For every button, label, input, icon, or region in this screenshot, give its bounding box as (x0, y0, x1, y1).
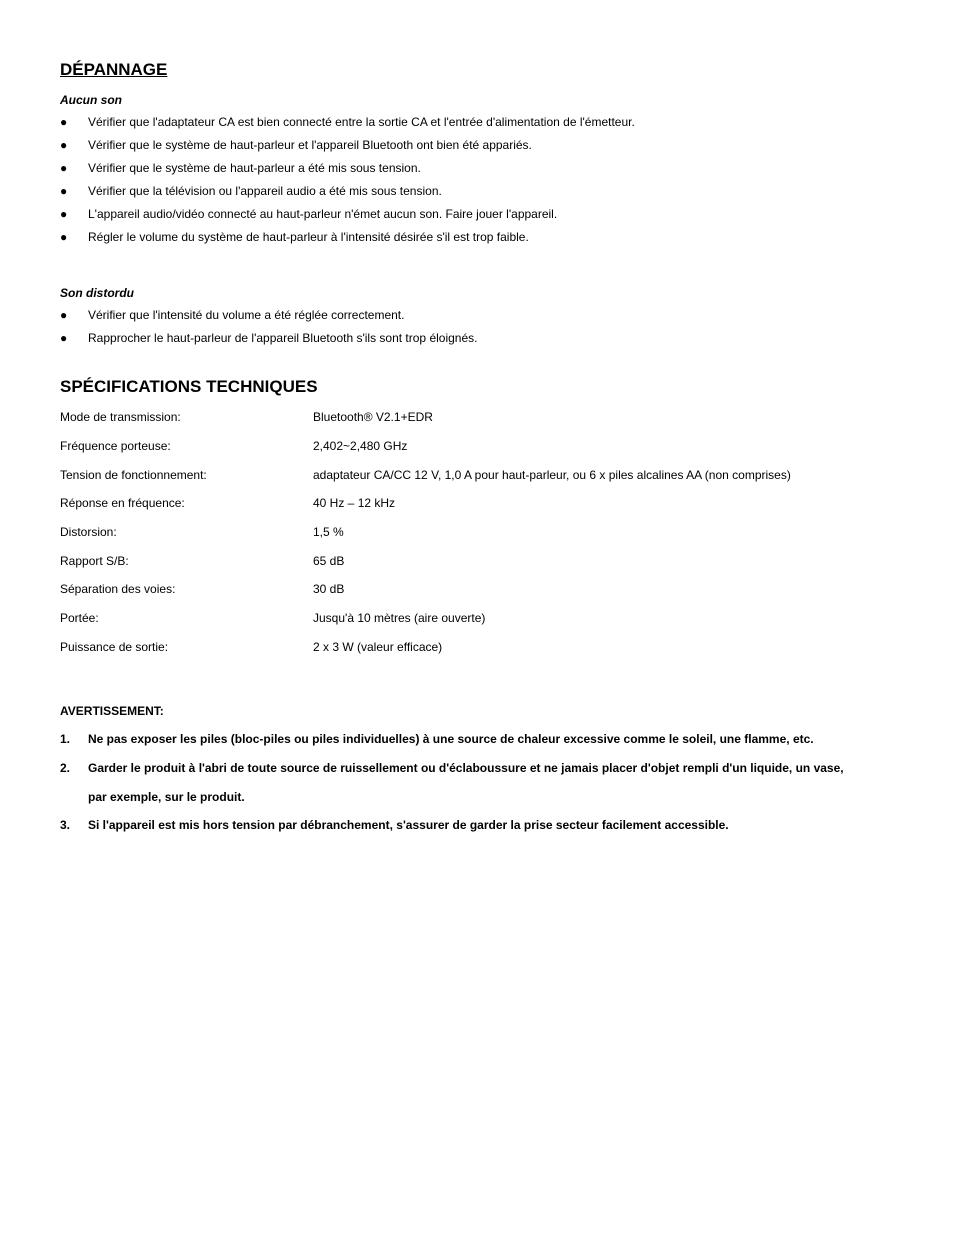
no-sound-item-text: Vérifier que l'adaptateur CA est bien connecté entre la sortie CA et l'entrée d'alimentation de l'émetteur. (88, 115, 635, 129)
distorted-sound-item-text: Rapprocher le haut-parleur de l'appareil Bluetooth s'ils sont trop éloignés. (88, 331, 478, 345)
warning-item-number: 2. (60, 761, 71, 775)
no-sound-item-text: Régler le volume du système de haut-parleur à l'intensité désirée s'il est trop faible. (88, 230, 529, 244)
no-sound-item-text: Vérifier que le système de haut-parleur et l'appareil Bluetooth ont bien été appariés. (88, 138, 532, 152)
warning-title: AVERTISSEMENT: (60, 704, 164, 718)
spec-label: Séparation des voies: (60, 582, 176, 596)
spec-label: Réponse en fréquence: (60, 496, 185, 510)
spec-value: Bluetooth® V2.1+EDR (313, 410, 433, 424)
spec-label: Rapport S/B: (60, 554, 129, 568)
spec-value: 40 Hz – 12 kHz (313, 496, 396, 510)
warning-item-text: Ne pas exposer les piles (bloc-piles ou piles individuelles) à une source de chaleur excessive comme le soleil, une flamme, etc. (88, 732, 814, 746)
distorted-sound-item-text: Vérifier que l'intensité du volume a été réglée correctement. (88, 308, 405, 322)
no-sound-item-text: L'appareil audio/vidéo connecté au haut-parleur n'émet aucun son. Faire jouer l'appareil. (88, 207, 558, 221)
spec-label: Distorsion: (60, 525, 117, 539)
spec-label: Mode de transmission: (60, 410, 181, 424)
specs-title: SPÉCIFICATIONS TECHNIQUES (60, 377, 318, 396)
bullet-dot-icon: ● (60, 308, 68, 322)
spec-label: Puissance de sortie: (60, 640, 169, 654)
bullet-dot-icon: ● (60, 331, 68, 345)
spec-value: 30 dB (313, 582, 345, 596)
warning-item-number: 1. (60, 732, 71, 746)
no-sound-item-text: Vérifier que le système de haut-parleur a été mis sous tension. (88, 161, 421, 175)
warning-item-text: Si l'appareil est mis hors tension par débranchement, s'assurer de garder la prise secteur facilement accessible. (88, 818, 729, 832)
spec-value: 65 dB (313, 554, 345, 568)
spec-label: Portée: (60, 611, 99, 625)
warning-item-text-continued: par exemple, sur le produit. (88, 790, 245, 804)
spec-label: Fréquence porteuse: (60, 439, 171, 453)
no-sound-item-text: Vérifier que la télévision ou l'appareil audio a été mis sous tension. (88, 184, 442, 198)
warning-item-number: 3. (60, 818, 71, 832)
spec-value: 2 x 3 W (valeur efficace) (313, 640, 443, 654)
distorted-sound-heading: Son distordu (60, 286, 134, 300)
spec-value: 1,5 % (313, 525, 344, 539)
no-sound-heading: Aucun son (60, 93, 122, 107)
spec-value: 2,402~2,480 GHz (313, 439, 408, 453)
bullet-dot-icon: ● (60, 138, 68, 152)
bullet-dot-icon: ● (60, 161, 68, 175)
bullet-dot-icon: ● (60, 207, 68, 221)
bullet-dot-icon: ● (60, 184, 68, 198)
bullet-dot-icon: ● (60, 230, 68, 244)
bullet-dot-icon: ● (60, 115, 68, 129)
spec-value: Jusqu'à 10 mètres (aire ouverte) (313, 611, 486, 625)
troubleshooting-title: DÉPANNAGE (60, 60, 168, 79)
spec-value: adaptateur CA/CC 12 V, 1,0 A pour haut-parleur, ou 6 x piles alcalines AA (non comprises) (313, 468, 791, 482)
spec-label: Tension de fonctionnement: (60, 468, 207, 482)
warning-item-text: Garder le produit à l'abri de toute source de ruissellement ou d'éclaboussure et ne jamais placer d'objet rempli d'un liquide, un vase, (88, 761, 844, 775)
